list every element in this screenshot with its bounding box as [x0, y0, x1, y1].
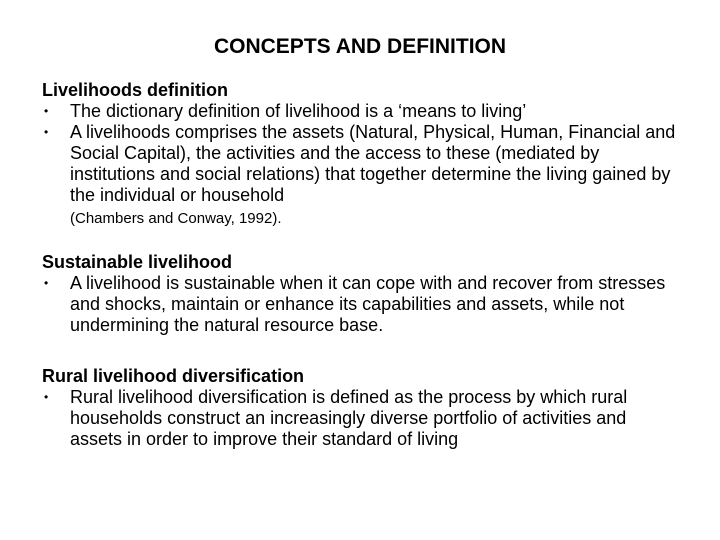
bullet-icon: •	[44, 276, 49, 290]
bullet-item	[42, 387, 682, 450]
bullet-icon: •	[44, 104, 49, 118]
section-livelihoods-definition	[42, 80, 682, 230]
section-heading: Rural livelihood diversification	[42, 366, 305, 386]
bullet-item	[42, 273, 682, 336]
bullet-item	[42, 101, 682, 122]
bullet-text: A livelihoods comprises the assets (Natural, Physical, Human, Financial and Social Capital), the activities and the access to these (mediated by institutions and social relations) that together determine the living gained by the individual or household	[70, 122, 676, 205]
bullet-icon: •	[44, 125, 49, 139]
slide-title: CONCEPTS AND DEFINITION	[213, 35, 507, 58]
citation: (Chambers and Conway, 1992).	[70, 210, 282, 227]
bullet-icon: •	[44, 390, 49, 404]
section-rural-livelihood-diversification	[42, 366, 682, 450]
bullet-text: The dictionary definition of livelihood is a ‘means to living’	[70, 101, 527, 121]
bullet-text: Rural livelihood diversification is defined as the process by which rural households construct an increasingly diverse portfolio of activities and assets in order to improve their standard of living	[70, 387, 628, 449]
bullet-text: A livelihood is sustainable when it can cope with and recover from stresses and shocks, maintain or enhance its capabilities and assets, while not undermining the natural resource base.	[70, 273, 666, 335]
bullet-item	[42, 122, 682, 206]
section-heading: Livelihoods definition	[42, 80, 228, 100]
section-sustainable-livelihood	[42, 252, 682, 336]
section-heading: Sustainable livelihood	[42, 252, 233, 272]
